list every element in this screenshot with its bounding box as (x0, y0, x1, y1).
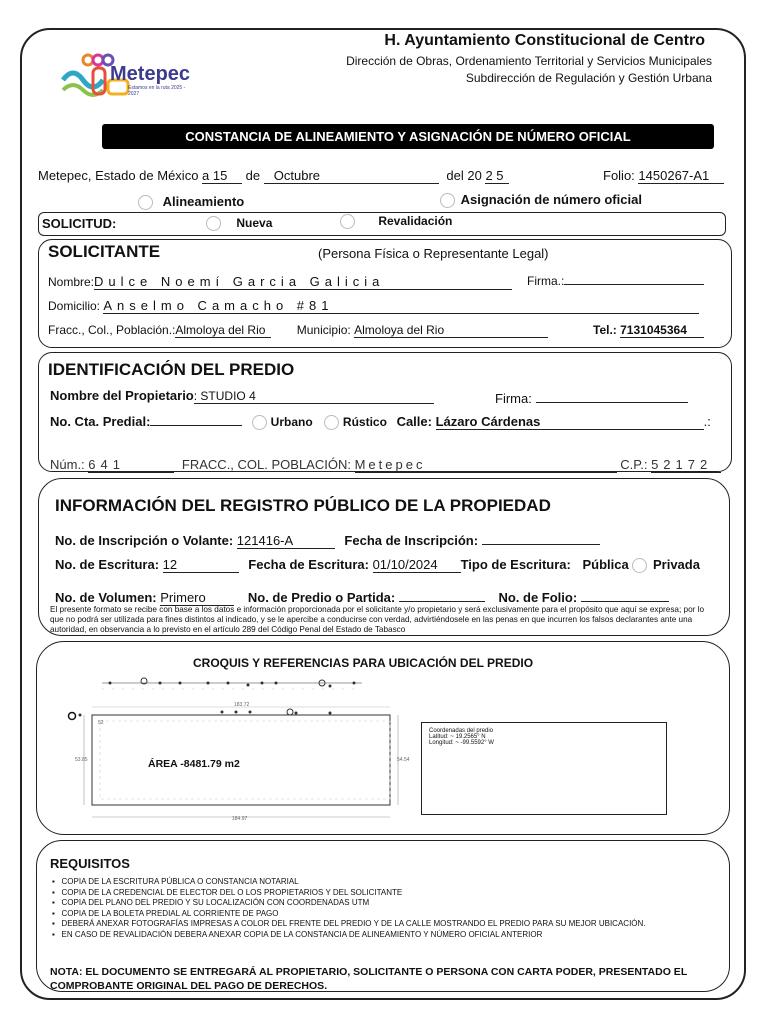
cp-value: 52172 (651, 457, 721, 473)
registro-title: INFORMACIÓN DEL REGISTRO PÚBLICO DE LA PROPIEDAD (55, 496, 551, 515)
requisito-item: ▪ COPIA DE LA ESCRITURA PÚBLICA O CONSTANCIA NOTARIAL (52, 877, 299, 886)
fracc-row (48, 323, 548, 338)
logo-text: Metepec (110, 63, 191, 85)
requisitos-title: REQUISITOS (50, 856, 130, 871)
dim-right: 54.54 (397, 757, 410, 763)
escritura-label: No. de Escritura: (55, 557, 160, 572)
municipio-value: Almoloya del Rio (354, 323, 548, 338)
nota: NOTA: EL DOCUMENTO SE ENTREGARÁ AL PROPIETARIO, SOLICITANTE O PERSONA CON CARTA PODER, PRESENTADO EL COMPROBANTE ORIGINAL DEL PAGO DE DERECHOS. (50, 966, 688, 992)
calle-value: Lázaro Cárdenas (436, 414, 704, 430)
header-line2: Subdirección de Regulación y Gestión Urbana (465, 71, 712, 85)
revalidacion-label: Revalidación (378, 214, 453, 228)
nueva-label: Nueva (236, 216, 273, 230)
inscripcion-value: 121416-A (237, 533, 335, 549)
tel-value: 7131045364 (620, 323, 704, 338)
alineamiento-label: Alineamiento (162, 194, 245, 209)
fecha-insc-label: Fecha de Inscripción: (344, 533, 479, 548)
area-label: ÁREA -8481.79 m2 (148, 758, 240, 770)
fecha-esc-label: Fecha de Escritura: (248, 557, 369, 572)
dim-small: 52 (98, 720, 104, 726)
date-line (38, 168, 509, 184)
volumen-label: No. de Volumen: (55, 590, 157, 605)
domicilio-label: Domicilio: (48, 299, 101, 313)
tel-row (593, 323, 704, 338)
cta-line (150, 411, 242, 426)
tipo-label: Tipo de Escritura: (460, 557, 571, 572)
folio-value: 1450267-A1 (638, 168, 724, 184)
del-text: del 20 (446, 168, 482, 183)
dim-bottom: 184.97 (232, 816, 248, 822)
propietario-row (50, 388, 434, 404)
de-text: de (245, 168, 261, 183)
document-banner: CONSTANCIA DE ALINEAMIENTO Y ASIGNACIÓN DE NÚMERO OFICIAL (102, 124, 714, 149)
asignacion-radio[interactable] (440, 193, 455, 208)
requisito-item: ▪ COPIA DE LA BOLETA PREDIAL AL CORRIENTE DE PAGO (52, 908, 279, 918)
requisitos-list (52, 877, 692, 940)
inscripcion-row (55, 529, 600, 549)
publica-radio[interactable] (632, 558, 647, 573)
requisito-item: ▪ COPIA DEL PLANO DEL PREDIO Y SU LOCALIZACIÓN CON COORDENADAS UTM (52, 898, 370, 907)
firma-row (527, 271, 704, 288)
solicitud-label: SOLICITUD: (42, 216, 117, 231)
predio-fracc-label: FRACC., COL. POBLACIÓN: (181, 457, 351, 472)
domicilio-value: Anselmo Camacho #81 (103, 298, 699, 314)
logo-subtext: Estamos en la ruta 2025 - 2027 (128, 85, 186, 97)
privada-label: Privada (652, 557, 700, 572)
predio-title: IDENTIFICACIÓN DEL PREDIO (48, 360, 295, 379)
publica-label: Pública (582, 557, 629, 572)
predio-firma-line (536, 388, 688, 403)
croquis-plan (62, 675, 417, 825)
volumen-value: Primero (160, 590, 234, 606)
reg-folio-label: No. de Folio: (498, 590, 578, 605)
coords-title: Coordenadas del predio (429, 728, 494, 734)
propietario-label: Nombre del Propietario (50, 388, 194, 403)
nueva-radio[interactable] (206, 216, 221, 231)
nombre-value: Dulce Noemí Garcia Galicia (94, 274, 512, 290)
nombre-row (48, 274, 512, 290)
predio-firma-label: Firma (495, 391, 529, 406)
requisito-item: ▪ EN CASO DE REVALIDACIÓN DEBERA ANEXAR COPIA DE LA CONSTANCIA DE ALINEAMIENTO Y NÚMERO OFICIAL ANTERIOR (52, 929, 543, 939)
escritura-value: 12 (163, 557, 239, 573)
urbano-radio[interactable] (252, 415, 267, 430)
option-asignacion[interactable] (440, 192, 642, 208)
num-label: Núm.: (50, 457, 85, 472)
option-nueva[interactable] (206, 216, 272, 231)
revalidacion-radio[interactable] (340, 214, 355, 229)
cp-label: C.P.: (620, 457, 648, 472)
year-value: 2 5 (485, 168, 509, 184)
nombre-label: Nombre: (48, 275, 95, 289)
fecha-insc-line (482, 529, 600, 545)
folio (603, 168, 724, 184)
alineamiento-radio[interactable] (138, 195, 153, 210)
requisito-item: ▪ COPIA DE LA CREDENCIAL DE ELECTOR DEL O LOS PROPIETARIOS Y DEL SOLICITANTE (52, 887, 403, 897)
folio-label: Folio: (603, 168, 635, 183)
municipio-label: Municipio: (296, 323, 351, 337)
predio-firma-row: Firma: (495, 388, 688, 406)
solicitante-subtitle: (Persona Física o Representante Legal) (318, 246, 549, 261)
dim-top: 183.72 (234, 702, 250, 708)
tel-label: Tel.: (593, 323, 617, 337)
domicilio-row (48, 298, 699, 314)
num-row (50, 457, 721, 473)
num-value: 641 (88, 457, 174, 473)
disclaimer: El presente formato se recibe con base a los datos e información proporcionada por el solicitante y/o propietario y será exclusivamente para el propósito que aquí se expresa; por lo que no podrá ser utilizada para fines distintos al indicado, y se le apercibe a conducirse con verdad, advirtiéndosele en las penas en que incurren los falsos declarantes ante una autoridad, en observancia a lo previsto en el artículo 289 del Código Penal del Estado de Tabasco (50, 605, 705, 634)
fracc-value: Almoloya del Rio (175, 323, 271, 338)
propietario-value: : STUDIO 4 (194, 389, 434, 404)
croquis-title: CROQUIS Y REFERENCIAS PARA UBICACIÓN DEL PREDIO (193, 656, 534, 670)
calle-end: .: (703, 414, 711, 429)
cta-row (50, 411, 711, 430)
header-line1: Dirección de Obras, Ordenamiento Territorial y Servicios Municipales (346, 54, 712, 68)
volumen-row (55, 586, 669, 606)
firma-line (564, 271, 704, 285)
urbano-label: Urbano (270, 415, 313, 429)
option-alineamiento[interactable] (138, 194, 244, 210)
option-revalidacion[interactable] (340, 214, 452, 229)
escritura-row (55, 557, 700, 573)
solicitante-title: SOLICITANTE (48, 242, 161, 261)
page-title: H. Ayuntamiento Constitucional de Centro (384, 32, 705, 49)
coords-lon: Longitud: ~ -99.5592° W (429, 740, 494, 746)
month-value: Octubre (264, 168, 439, 184)
firma-label: Firma.: (527, 274, 565, 288)
coords-box (421, 722, 667, 815)
day-value: a 15 (202, 168, 242, 184)
partida-label: No. de Predio o Partida: (247, 590, 396, 605)
inscripcion-label: No. de Inscripción o Volante: (55, 533, 234, 548)
requisito-item: ▪ DEBERÁ ANEXAR FOTOGRAFÍAS IMPRESAS A COLOR DEL FRENTE DEL PREDIO Y DE LA CALLE MOSTRANDO EL PREDIO PARA SU MEJOR UBICACIÓN. (52, 919, 646, 928)
cta-label: No. Cta. Predial: (50, 414, 151, 429)
asignacion-label: Asignación de número oficial (460, 192, 642, 207)
reg-folio-line (581, 586, 669, 602)
predio-fracc-value: Metepec (355, 457, 617, 473)
rustico-radio[interactable] (324, 415, 339, 430)
place-text: Metepec, Estado de México (38, 168, 199, 183)
fracc-label: Fracc., Col., Población.: (48, 323, 176, 337)
dim-left: 53.85 (75, 757, 88, 763)
coords-lat: Latitud: ~ 19.2565° N (429, 734, 486, 740)
calle-label: Calle: (396, 414, 432, 429)
rustico-label: Rústico (342, 415, 387, 429)
fecha-esc-value: 01/10/2024 (373, 557, 461, 573)
partida-line (399, 586, 485, 602)
